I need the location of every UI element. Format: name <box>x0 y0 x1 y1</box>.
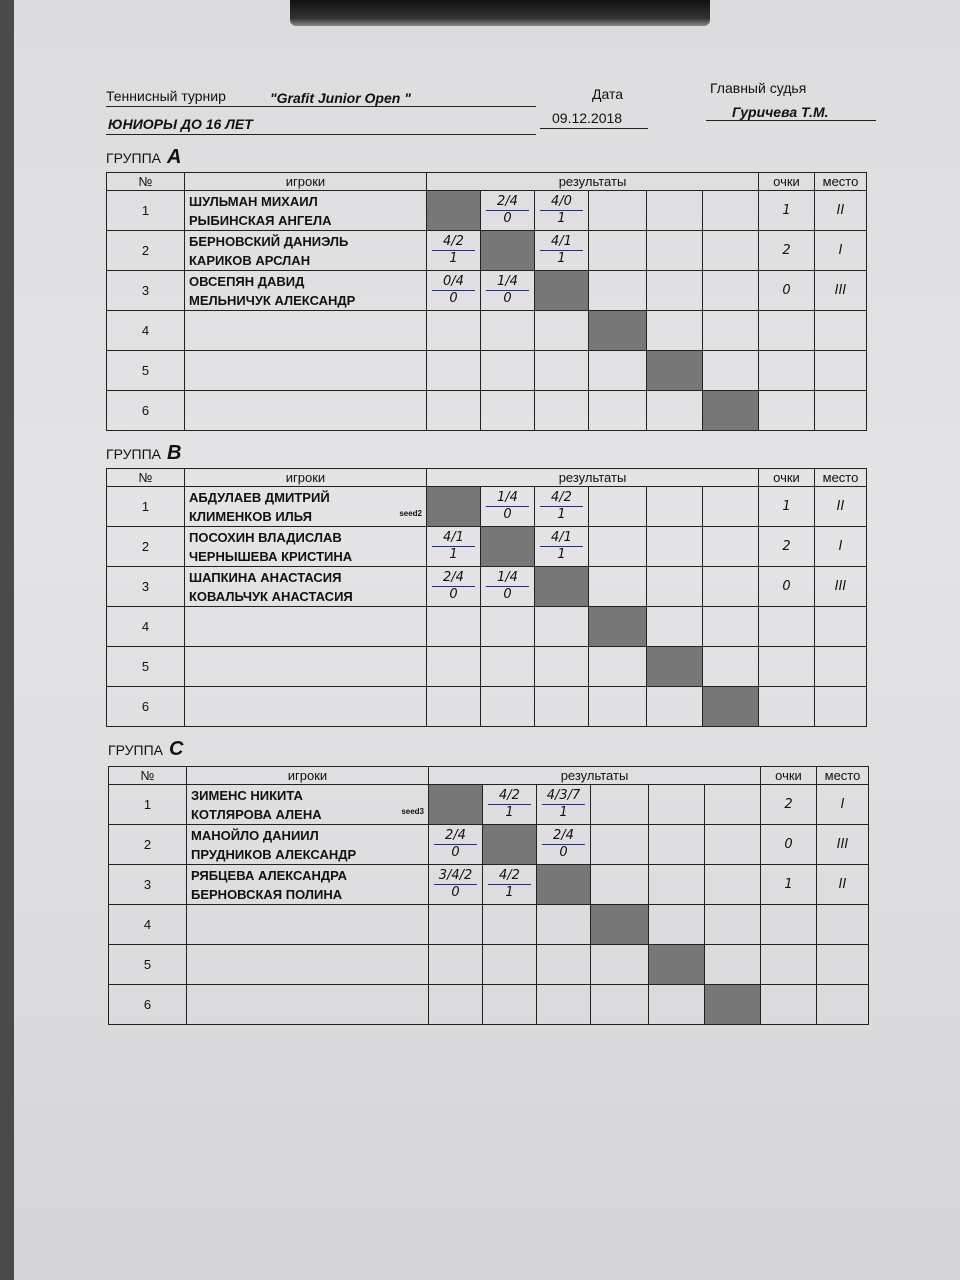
result-cell <box>647 311 703 351</box>
table-header-row <box>107 469 867 487</box>
result-cell <box>589 231 647 271</box>
player-name: МАНОЙЛО ДАНИИЛ <box>191 827 319 843</box>
score: 4/3/7 <box>542 788 585 805</box>
result-cell <box>535 191 589 231</box>
score: 2/4 <box>486 194 529 211</box>
result-cell <box>649 985 705 1025</box>
result-cell <box>535 487 589 527</box>
player-name: КЛИМЕНКОВ ИЛЬЯ <box>189 508 312 524</box>
points-cell <box>761 905 817 945</box>
result-cell <box>705 785 761 825</box>
group-table-a <box>106 172 867 431</box>
result-cell <box>537 945 591 985</box>
row-number: 2 <box>109 825 187 865</box>
result-cell <box>429 865 483 905</box>
table-row <box>109 785 869 825</box>
header-results: результаты <box>429 767 761 785</box>
result-cell <box>647 231 703 271</box>
points-cell <box>761 985 817 1025</box>
players-cell <box>187 785 429 825</box>
result-cell <box>481 351 535 391</box>
row-number: 4 <box>107 607 185 647</box>
player-name: РЯБЦЕВА АЛЕКСАНДРА <box>191 867 348 883</box>
result-cell <box>703 351 759 391</box>
points-cell <box>759 687 815 727</box>
player-name: КОТЛЯРОВА АЛЕНА <box>191 806 322 822</box>
match-point: 1 <box>449 251 458 266</box>
row-number: 4 <box>107 311 185 351</box>
player-name: ОВСЕПЯН ДАВИД <box>189 273 305 289</box>
group-letter: C <box>168 738 184 760</box>
table-row <box>109 905 869 945</box>
players-cell <box>185 647 427 687</box>
result-cell <box>591 945 649 985</box>
players-cell <box>187 865 429 905</box>
result-cell <box>481 311 535 351</box>
row-number: 1 <box>107 191 185 231</box>
score: 4/2 <box>432 234 475 251</box>
result-cell <box>535 391 589 431</box>
table-row <box>107 567 867 607</box>
match-point: 0 <box>503 587 512 602</box>
result-cell <box>647 527 703 567</box>
result-cell <box>705 865 761 905</box>
player-name: КАРИКОВ АРСЛАН <box>189 252 311 268</box>
table-header-row <box>107 173 867 191</box>
result-cell <box>589 687 647 727</box>
players-cell <box>187 945 429 985</box>
header-results: результаты <box>427 173 759 191</box>
seed-label: seed2 <box>399 509 422 518</box>
result-cell <box>591 985 649 1025</box>
result-cell <box>483 945 537 985</box>
result-cell <box>535 231 589 271</box>
match-point: 0 <box>559 845 568 860</box>
row-number: 3 <box>109 865 187 905</box>
place-cell <box>815 391 867 431</box>
players-cell <box>185 191 427 231</box>
result-cell <box>481 687 535 727</box>
divider <box>106 134 536 135</box>
match-point: 1 <box>557 507 566 522</box>
players-cell <box>185 527 427 567</box>
players-cell <box>185 487 427 527</box>
result-cell <box>483 905 537 945</box>
judge-name: Гуричева Т.М. <box>732 104 829 120</box>
players-cell <box>185 311 427 351</box>
result-cell <box>705 825 761 865</box>
result-cell <box>703 567 759 607</box>
players-cell <box>187 905 429 945</box>
table-row <box>109 825 869 865</box>
result-cell <box>537 985 591 1025</box>
score: 4/1 <box>540 234 583 251</box>
points-cell <box>761 945 817 985</box>
divider <box>106 106 536 107</box>
place-cell <box>815 311 867 351</box>
result-cell <box>649 825 705 865</box>
table-row <box>109 985 869 1025</box>
points-cell: 2 <box>759 527 815 567</box>
header-points: очки <box>761 767 817 785</box>
diagonal-shaded-cell <box>537 865 591 905</box>
diagonal-shaded-cell <box>481 231 535 271</box>
table-row <box>107 687 867 727</box>
points-cell: 1 <box>759 191 815 231</box>
result-cell <box>589 487 647 527</box>
result-cell <box>535 687 589 727</box>
seed-label: seed3 <box>401 807 424 816</box>
result-cell <box>647 487 703 527</box>
group-label <box>106 146 181 169</box>
player-name: БЕРНОВСКАЯ ПОЛИНА <box>191 886 343 902</box>
table-row <box>107 607 867 647</box>
place-cell <box>815 687 867 727</box>
place-cell: III <box>815 271 867 311</box>
match-point: 0 <box>449 291 458 306</box>
score: 2/4 <box>542 828 585 845</box>
header-place: место <box>817 767 869 785</box>
points-cell: 2 <box>761 785 817 825</box>
diagonal-shaded-cell <box>705 985 761 1025</box>
match-point: 0 <box>503 507 512 522</box>
score: 2/4 <box>434 828 477 845</box>
row-number: 6 <box>107 687 185 727</box>
table-row <box>107 231 867 271</box>
result-cell <box>427 607 481 647</box>
result-cell <box>589 391 647 431</box>
result-cell <box>537 905 591 945</box>
result-cell <box>647 567 703 607</box>
result-cell <box>647 191 703 231</box>
score: 1/4 <box>486 274 529 291</box>
result-cell <box>483 985 537 1025</box>
result-cell <box>703 607 759 647</box>
category-label: ЮНИОРЫ ДО 16 ЛЕТ <box>108 116 253 132</box>
row-number: 6 <box>107 391 185 431</box>
header-place: место <box>815 173 867 191</box>
result-cell <box>483 785 537 825</box>
result-cell <box>703 647 759 687</box>
row-number: 5 <box>109 945 187 985</box>
result-cell <box>589 191 647 231</box>
players-cell <box>185 271 427 311</box>
result-cell <box>705 945 761 985</box>
player-name: АБДУЛАЕВ ДМИТРИЙ <box>189 489 330 505</box>
table-row <box>107 351 867 391</box>
player-name: РЫБИНСКАЯ АНГЕЛА <box>189 212 332 228</box>
result-cell <box>589 647 647 687</box>
players-cell <box>185 567 427 607</box>
points-cell: 0 <box>759 567 815 607</box>
diagonal-shaded-cell <box>703 687 759 727</box>
diagonal-shaded-cell <box>703 391 759 431</box>
result-cell <box>481 191 535 231</box>
result-cell <box>537 825 591 865</box>
player-name: КОВАЛЬЧУК АНАСТАСИЯ <box>189 588 353 604</box>
match-point: 0 <box>503 211 512 226</box>
result-cell <box>589 527 647 567</box>
players-cell <box>187 825 429 865</box>
place-cell <box>817 945 869 985</box>
table-header-row <box>109 767 869 785</box>
players-cell <box>185 351 427 391</box>
player-name: ЧЕРНЫШЕВА КРИСТИНА <box>189 548 353 564</box>
header-players: игроки <box>185 173 427 191</box>
row-number: 2 <box>107 231 185 271</box>
result-cell <box>481 647 535 687</box>
row-number: 3 <box>107 271 185 311</box>
group-table-c <box>108 766 869 1025</box>
divider <box>706 120 876 121</box>
row-number: 2 <box>107 527 185 567</box>
table-row <box>107 527 867 567</box>
result-cell <box>591 865 649 905</box>
row-number: 1 <box>107 487 185 527</box>
result-cell <box>481 607 535 647</box>
place-cell: I <box>815 527 867 567</box>
match-point: 1 <box>505 885 514 900</box>
points-cell <box>759 351 815 391</box>
points-cell: 0 <box>759 271 815 311</box>
place-cell: III <box>817 825 869 865</box>
clipboard-clip <box>290 0 710 26</box>
row-number: 1 <box>109 785 187 825</box>
row-number: 6 <box>109 985 187 1025</box>
result-cell <box>535 527 589 567</box>
diagonal-shaded-cell <box>427 487 481 527</box>
header-place: место <box>815 469 867 487</box>
date-value: 09.12.2018 <box>552 110 623 126</box>
match-point: 1 <box>557 547 566 562</box>
row-number: 5 <box>107 351 185 391</box>
table-row <box>109 945 869 985</box>
players-cell <box>185 607 427 647</box>
diagonal-shaded-cell <box>535 271 589 311</box>
result-cell <box>427 351 481 391</box>
match-point: 1 <box>449 547 458 562</box>
date-label: Дата <box>592 86 624 102</box>
player-name: ШУЛЬМАН МИХАИЛ <box>189 193 318 209</box>
place-cell <box>815 607 867 647</box>
result-cell <box>647 271 703 311</box>
result-cell <box>649 905 705 945</box>
header-number: № <box>107 469 185 487</box>
table-row <box>107 487 867 527</box>
points-cell <box>759 391 815 431</box>
tournament-label: Теннисный турнир <box>106 88 226 104</box>
group-letter: B <box>166 442 182 464</box>
diagonal-shaded-cell <box>427 191 481 231</box>
place-cell: II <box>817 865 869 905</box>
table-row <box>109 865 869 905</box>
score: 4/0 <box>540 194 583 211</box>
place-cell: I <box>815 231 867 271</box>
table-row <box>107 647 867 687</box>
place-cell: II <box>815 487 867 527</box>
header-number: № <box>107 173 185 191</box>
score: 4/2 <box>488 868 531 885</box>
table-row <box>107 391 867 431</box>
result-cell <box>649 785 705 825</box>
diagonal-shaded-cell <box>649 945 705 985</box>
header-players: игроки <box>185 469 427 487</box>
result-cell <box>591 785 649 825</box>
players-cell <box>185 687 427 727</box>
players-cell <box>185 391 427 431</box>
place-cell <box>815 647 867 687</box>
diagonal-shaded-cell <box>647 647 703 687</box>
result-cell <box>483 865 537 905</box>
result-cell <box>427 231 481 271</box>
group-letter: A <box>166 146 182 168</box>
result-cell <box>703 231 759 271</box>
match-point: 1 <box>505 805 514 820</box>
judge-label: Главный судья <box>710 80 807 96</box>
match-point: 1 <box>557 211 566 226</box>
result-cell <box>427 527 481 567</box>
result-cell <box>705 905 761 945</box>
result-cell <box>537 785 591 825</box>
diagonal-shaded-cell <box>535 567 589 607</box>
row-number: 4 <box>109 905 187 945</box>
row-number: 5 <box>107 647 185 687</box>
header-players: игроки <box>187 767 429 785</box>
match-point: 1 <box>559 805 568 820</box>
result-cell <box>429 945 483 985</box>
result-cell <box>427 311 481 351</box>
result-cell <box>589 567 647 607</box>
points-cell: 0 <box>761 825 817 865</box>
group-table-b <box>106 468 867 727</box>
score: 4/1 <box>540 530 583 547</box>
score: 4/2 <box>488 788 531 805</box>
score: 4/1 <box>432 530 475 547</box>
result-cell <box>427 391 481 431</box>
result-cell <box>703 311 759 351</box>
result-cell <box>703 527 759 567</box>
player-name: МЕЛЬНИЧУК АЛЕКСАНДР <box>189 292 356 308</box>
result-cell <box>427 647 481 687</box>
group-label <box>106 442 181 465</box>
score: 0/4 <box>432 274 475 291</box>
table-row <box>107 311 867 351</box>
diagonal-shaded-cell <box>589 311 647 351</box>
players-cell <box>187 985 429 1025</box>
result-cell <box>535 311 589 351</box>
result-cell <box>589 351 647 391</box>
match-point: 0 <box>503 291 512 306</box>
result-cell <box>591 825 649 865</box>
score: 1/4 <box>486 490 529 507</box>
player-name: ШАПКИНА АНАСТАСИЯ <box>189 569 342 585</box>
header-results: результаты <box>427 469 759 487</box>
group-label <box>108 738 183 761</box>
result-cell <box>427 271 481 311</box>
diagonal-shaded-cell <box>589 607 647 647</box>
table-row <box>107 271 867 311</box>
result-cell <box>703 271 759 311</box>
place-cell: I <box>817 785 869 825</box>
header-number: № <box>109 767 187 785</box>
result-cell <box>481 271 535 311</box>
table-row <box>107 191 867 231</box>
place-cell <box>815 351 867 391</box>
result-cell <box>481 391 535 431</box>
place-cell <box>817 905 869 945</box>
result-cell <box>535 607 589 647</box>
result-cell <box>589 271 647 311</box>
group-label-text: ГРУППА <box>106 150 161 166</box>
result-cell <box>649 865 705 905</box>
match-point: 0 <box>451 885 460 900</box>
diagonal-shaded-cell <box>483 825 537 865</box>
result-cell <box>429 905 483 945</box>
result-cell <box>481 567 535 607</box>
player-name: ЗИМЕНС НИКИТА <box>191 787 303 803</box>
player-name: БЕРНОВСКИЙ ДАНИЭЛЬ <box>189 233 349 249</box>
place-cell: II <box>815 191 867 231</box>
group-label-text: ГРУППА <box>106 446 161 462</box>
match-point: 0 <box>451 845 460 860</box>
diagonal-shaded-cell <box>591 905 649 945</box>
divider <box>540 128 648 129</box>
match-point: 1 <box>557 251 566 266</box>
place-cell <box>817 985 869 1025</box>
points-cell <box>759 607 815 647</box>
result-cell <box>647 391 703 431</box>
points-cell: 2 <box>759 231 815 271</box>
player-name: ПРУДНИКОВ АЛЕКСАНДР <box>191 846 357 862</box>
row-number: 3 <box>107 567 185 607</box>
result-cell <box>427 687 481 727</box>
diagonal-shaded-cell <box>429 785 483 825</box>
players-cell <box>185 231 427 271</box>
result-cell <box>647 687 703 727</box>
diagonal-shaded-cell <box>481 527 535 567</box>
header-points: очки <box>759 469 815 487</box>
tournament-name: "Grafit Junior Open " <box>270 90 411 106</box>
result-cell <box>429 825 483 865</box>
points-cell <box>759 311 815 351</box>
points-cell <box>759 647 815 687</box>
header-points: очки <box>759 173 815 191</box>
result-cell <box>703 487 759 527</box>
result-cell <box>429 985 483 1025</box>
score: 3/4/2 <box>434 868 477 885</box>
points-cell: 1 <box>759 487 815 527</box>
result-cell <box>427 567 481 607</box>
score: 2/4 <box>432 570 475 587</box>
group-label-text: ГРУППА <box>108 742 163 758</box>
result-cell <box>535 647 589 687</box>
place-cell: III <box>815 567 867 607</box>
points-cell: 1 <box>761 865 817 905</box>
score: 1/4 <box>486 570 529 587</box>
result-cell <box>481 487 535 527</box>
result-cell <box>647 607 703 647</box>
result-cell <box>703 191 759 231</box>
player-name: ПОСОХИН ВЛАДИСЛАВ <box>189 529 342 545</box>
score: 4/2 <box>540 490 583 507</box>
result-cell <box>535 351 589 391</box>
match-point: 0 <box>449 587 458 602</box>
diagonal-shaded-cell <box>647 351 703 391</box>
